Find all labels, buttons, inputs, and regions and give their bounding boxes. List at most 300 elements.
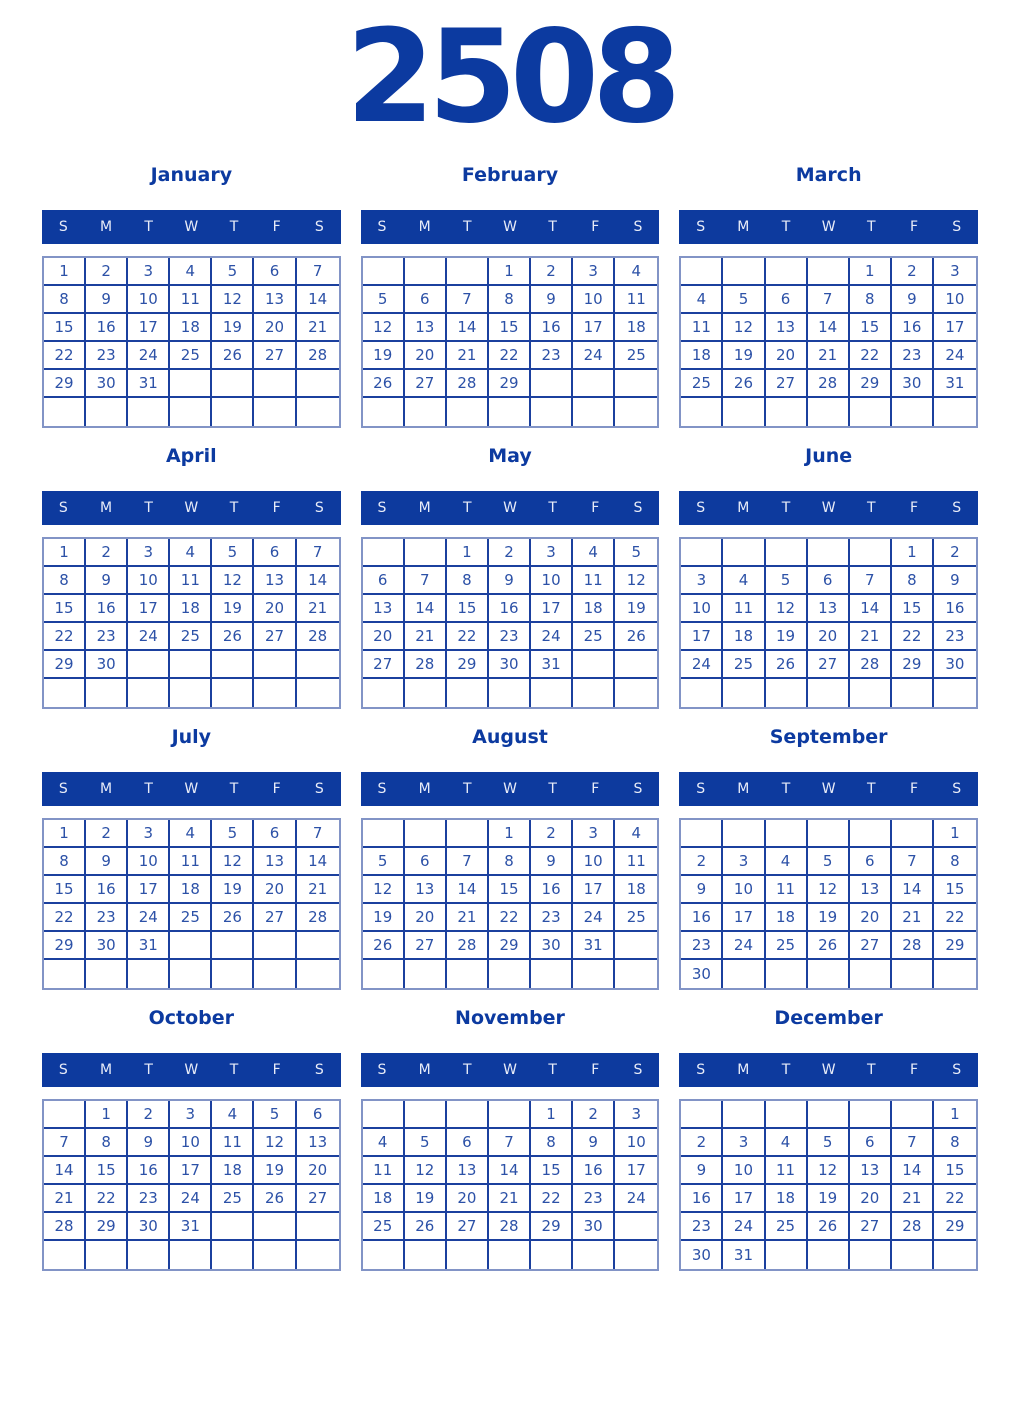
day-cell: 11	[615, 286, 657, 314]
day-cell-empty	[615, 370, 657, 398]
day-cell: 13	[447, 1157, 489, 1185]
day-cell: 4	[170, 258, 212, 286]
day-cell-empty	[297, 679, 339, 707]
day-cell: 26	[212, 904, 254, 932]
day-cell-empty	[86, 679, 128, 707]
day-cell: 9	[86, 848, 128, 876]
weekday-label: S	[58, 1062, 68, 1078]
day-cell: 3	[934, 258, 976, 286]
day-cell-empty	[128, 1241, 170, 1269]
days-grid	[679, 256, 978, 428]
day-cell: 10	[128, 567, 170, 595]
day-cell-empty	[573, 1241, 615, 1269]
weekday-label: T	[867, 500, 876, 516]
day-cell: 20	[254, 314, 296, 342]
weekday-label: T	[548, 500, 557, 516]
day-cell: 17	[128, 314, 170, 342]
day-cell: 1	[489, 820, 531, 848]
weekday-label: F	[272, 219, 281, 235]
day-cell: 26	[766, 651, 808, 679]
days-grid	[361, 1099, 660, 1271]
weekday-label: W	[821, 1062, 836, 1078]
day-cell-empty	[808, 1101, 850, 1129]
month-october	[42, 1007, 341, 1271]
day-cell: 31	[573, 932, 615, 960]
day-cell: 25	[681, 370, 723, 398]
day-cell: 12	[212, 848, 254, 876]
day-cell: 22	[489, 904, 531, 932]
weekday-label: M	[737, 219, 750, 235]
day-cell: 13	[850, 1157, 892, 1185]
day-cell: 9	[128, 1129, 170, 1157]
day-cell: 24	[681, 651, 723, 679]
weekday-label: S	[58, 500, 68, 516]
day-cell: 17	[615, 1157, 657, 1185]
day-cell-empty	[573, 679, 615, 707]
day-cell: 4	[615, 820, 657, 848]
day-cell: 24	[128, 904, 170, 932]
day-cell: 19	[254, 1157, 296, 1185]
weekday-label: T	[463, 219, 472, 235]
day-cell: 16	[489, 595, 531, 623]
day-cell: 21	[808, 342, 850, 370]
day-cell: 7	[405, 567, 447, 595]
day-cell: 12	[212, 286, 254, 314]
day-cell: 14	[297, 567, 339, 595]
day-cell: 2	[892, 258, 934, 286]
day-cell: 27	[363, 651, 405, 679]
day-cell: 12	[363, 314, 405, 342]
day-cell-empty	[808, 1241, 850, 1269]
day-cell: 14	[447, 314, 489, 342]
day-cell: 20	[850, 1185, 892, 1213]
day-cell: 12	[212, 567, 254, 595]
month-february	[361, 164, 660, 428]
day-cell: 24	[934, 342, 976, 370]
days-grid	[679, 1099, 978, 1271]
day-cell-empty	[531, 370, 573, 398]
day-cell-empty	[297, 932, 339, 960]
day-cell-empty	[297, 960, 339, 988]
month-title: April	[165, 445, 217, 467]
month-august	[361, 726, 660, 990]
day-cell: 7	[447, 286, 489, 314]
weekday-label: S	[952, 219, 962, 235]
day-cell-empty	[766, 539, 808, 567]
day-cell: 10	[531, 567, 573, 595]
day-cell: 25	[363, 1213, 405, 1241]
day-cell: 6	[447, 1129, 489, 1157]
day-cell: 30	[86, 932, 128, 960]
day-cell-empty	[170, 370, 212, 398]
day-cell-empty	[850, 960, 892, 988]
day-cell-empty	[681, 398, 723, 426]
day-cell: 29	[892, 651, 934, 679]
day-cell-empty	[447, 679, 489, 707]
day-cell-empty	[531, 679, 573, 707]
day-cell: 1	[892, 539, 934, 567]
day-cell: 23	[86, 623, 128, 651]
day-cell: 11	[723, 595, 765, 623]
day-cell: 21	[850, 623, 892, 651]
weekday-label: S	[633, 1062, 643, 1078]
day-cell: 27	[447, 1213, 489, 1241]
day-cell-empty	[681, 539, 723, 567]
day-cell: 15	[44, 595, 86, 623]
weekday-label: S	[377, 219, 387, 235]
day-cell: 25	[170, 904, 212, 932]
month-june	[679, 445, 978, 709]
weekday-label: T	[229, 1062, 239, 1078]
day-cell: 1	[934, 1101, 976, 1129]
day-cell: 27	[405, 932, 447, 960]
weekday-label: M	[99, 500, 113, 516]
day-cell-empty	[44, 1241, 86, 1269]
day-cell: 5	[212, 539, 254, 567]
weekday-label: T	[781, 219, 791, 235]
day-cell: 18	[170, 314, 212, 342]
days-grid	[42, 256, 341, 428]
day-cell: 30	[531, 932, 573, 960]
day-cell: 28	[489, 1213, 531, 1241]
day-cell: 9	[573, 1129, 615, 1157]
day-cell: 31	[531, 651, 573, 679]
day-cell: 12	[405, 1157, 447, 1185]
weekday-label: F	[591, 500, 600, 516]
day-cell: 25	[766, 1213, 808, 1241]
day-cell-empty	[808, 539, 850, 567]
day-cell: 15	[44, 314, 86, 342]
day-cell: 2	[86, 539, 128, 567]
day-cell: 20	[363, 623, 405, 651]
day-cell: 23	[892, 342, 934, 370]
day-cell-empty	[44, 960, 86, 988]
day-cell: 7	[297, 539, 339, 567]
day-cell: 21	[447, 342, 489, 370]
day-cell-empty	[86, 1241, 128, 1269]
weekday-label: M	[418, 219, 431, 235]
day-cell: 26	[808, 1213, 850, 1241]
day-cell: 13	[808, 595, 850, 623]
day-cell: 16	[86, 314, 128, 342]
weekday-label: S	[314, 500, 324, 516]
day-cell: 19	[212, 314, 254, 342]
day-cell-empty	[808, 960, 850, 988]
weekday-label: T	[144, 219, 153, 235]
day-cell: 8	[934, 848, 976, 876]
day-cell: 31	[128, 932, 170, 960]
weekday-label: S	[952, 1062, 962, 1078]
day-cell: 10	[573, 848, 615, 876]
day-cell: 21	[447, 904, 489, 932]
day-cell-empty	[297, 370, 339, 398]
day-cell: 5	[615, 539, 657, 567]
day-cell: 29	[489, 932, 531, 960]
weekday-label: W	[821, 500, 836, 516]
day-cell: 26	[405, 1213, 447, 1241]
day-cell: 15	[489, 876, 531, 904]
day-cell-empty	[723, 539, 765, 567]
day-cell-empty	[808, 258, 850, 286]
weekday-label: T	[781, 781, 791, 797]
day-cell-empty	[489, 1241, 531, 1269]
day-cell: 23	[681, 932, 723, 960]
weekday-label: T	[463, 1062, 472, 1078]
day-cell: 6	[850, 848, 892, 876]
day-cell: 18	[681, 342, 723, 370]
day-cell: 16	[573, 1157, 615, 1185]
day-cell-empty	[405, 1241, 447, 1269]
day-cell: 30	[128, 1213, 170, 1241]
day-cell: 9	[681, 876, 723, 904]
days-grid	[42, 537, 341, 709]
day-cell: 9	[86, 286, 128, 314]
weekday-label: S	[314, 219, 324, 235]
day-cell: 17	[681, 623, 723, 651]
weekday-label: T	[144, 781, 153, 797]
day-cell: 5	[254, 1101, 296, 1129]
day-cell: 8	[531, 1129, 573, 1157]
days-grid	[361, 256, 660, 428]
day-cell: 28	[850, 651, 892, 679]
day-cell: 19	[766, 623, 808, 651]
day-cell: 24	[573, 904, 615, 932]
day-cell: 19	[212, 876, 254, 904]
day-cell: 2	[128, 1101, 170, 1129]
day-cell-empty	[615, 960, 657, 988]
day-cell: 4	[766, 1129, 808, 1157]
day-cell: 29	[447, 651, 489, 679]
day-cell: 22	[892, 623, 934, 651]
day-cell: 7	[850, 567, 892, 595]
month-september	[679, 726, 978, 990]
weekday-header-row	[679, 1053, 978, 1087]
day-cell: 1	[447, 539, 489, 567]
weekday-label: T	[781, 500, 791, 516]
day-cell: 18	[615, 876, 657, 904]
day-cell: 18	[170, 595, 212, 623]
day-cell: 17	[128, 876, 170, 904]
day-cell-empty	[254, 679, 296, 707]
weekday-label: W	[184, 1062, 199, 1078]
day-cell: 16	[531, 314, 573, 342]
day-cell: 7	[808, 286, 850, 314]
year-title: 2508	[345, 3, 675, 152]
day-cell-empty	[212, 960, 254, 988]
day-cell-empty	[254, 651, 296, 679]
weekday-label: M	[99, 219, 113, 235]
day-cell: 27	[850, 932, 892, 960]
month-title: December	[774, 1007, 883, 1029]
day-cell: 3	[128, 539, 170, 567]
day-cell: 3	[128, 258, 170, 286]
day-cell: 13	[363, 595, 405, 623]
day-cell: 11	[170, 567, 212, 595]
day-cell: 21	[489, 1185, 531, 1213]
day-cell: 2	[934, 539, 976, 567]
day-cell: 12	[808, 1157, 850, 1185]
day-cell: 23	[573, 1185, 615, 1213]
weekday-label: S	[377, 1062, 387, 1078]
day-cell-empty	[297, 1241, 339, 1269]
day-cell: 10	[128, 848, 170, 876]
day-cell: 21	[892, 1185, 934, 1213]
day-cell: 13	[297, 1129, 339, 1157]
day-cell: 25	[573, 623, 615, 651]
weekday-label: F	[591, 219, 600, 235]
day-cell-empty	[405, 679, 447, 707]
day-cell: 14	[850, 595, 892, 623]
weekday-label: W	[503, 1062, 517, 1078]
day-cell-empty	[44, 1101, 86, 1129]
day-cell: 8	[489, 848, 531, 876]
day-cell: 22	[531, 1185, 573, 1213]
day-cell-empty	[128, 398, 170, 426]
month-title: August	[472, 726, 548, 748]
days-grid	[361, 818, 660, 990]
day-cell: 13	[254, 286, 296, 314]
day-cell: 15	[489, 314, 531, 342]
day-cell: 20	[405, 904, 447, 932]
day-cell-empty	[405, 960, 447, 988]
day-cell: 29	[44, 370, 86, 398]
day-cell: 3	[170, 1101, 212, 1129]
day-cell: 11	[170, 848, 212, 876]
day-cell: 14	[892, 876, 934, 904]
weekday-label: F	[909, 1062, 918, 1078]
day-cell-empty	[766, 1101, 808, 1129]
day-cell-empty	[723, 398, 765, 426]
day-cell: 7	[297, 820, 339, 848]
day-cell-empty	[850, 398, 892, 426]
day-cell-empty	[405, 258, 447, 286]
day-cell-empty	[766, 820, 808, 848]
day-cell: 17	[573, 314, 615, 342]
day-cell-empty	[892, 960, 934, 988]
day-cell: 27	[254, 623, 296, 651]
day-cell-empty	[681, 679, 723, 707]
day-cell: 10	[723, 1157, 765, 1185]
day-cell: 22	[447, 623, 489, 651]
month-march	[679, 164, 978, 428]
day-cell-empty	[766, 1241, 808, 1269]
day-cell-empty	[681, 820, 723, 848]
day-cell: 16	[86, 595, 128, 623]
weekday-label: F	[591, 1062, 600, 1078]
day-cell-empty	[766, 679, 808, 707]
day-cell: 24	[615, 1185, 657, 1213]
weekday-label: S	[952, 500, 962, 516]
day-cell: 14	[297, 286, 339, 314]
day-cell: 6	[363, 567, 405, 595]
day-cell-empty	[170, 679, 212, 707]
weekday-label: T	[867, 219, 876, 235]
day-cell-empty	[531, 398, 573, 426]
day-cell-empty	[170, 398, 212, 426]
day-cell: 17	[128, 595, 170, 623]
day-cell: 20	[254, 595, 296, 623]
day-cell: 12	[723, 314, 765, 342]
day-cell: 15	[934, 1157, 976, 1185]
day-cell: 2	[531, 820, 573, 848]
day-cell-empty	[892, 1101, 934, 1129]
day-cell-empty	[363, 258, 405, 286]
day-cell: 17	[723, 1185, 765, 1213]
day-cell: 31	[723, 1241, 765, 1269]
day-cell-empty	[447, 1101, 489, 1129]
month-title: March	[795, 164, 862, 186]
day-cell: 26	[808, 932, 850, 960]
weekday-label: F	[909, 219, 918, 235]
day-cell-empty	[447, 258, 489, 286]
day-cell-empty	[128, 960, 170, 988]
month-title: November	[455, 1007, 565, 1029]
day-cell: 12	[766, 595, 808, 623]
day-cell: 24	[128, 342, 170, 370]
day-cell: 28	[44, 1213, 86, 1241]
day-cell: 2	[86, 258, 128, 286]
weekday-label: M	[737, 500, 750, 516]
day-cell-empty	[44, 679, 86, 707]
day-cell-empty	[489, 960, 531, 988]
weekday-label: M	[99, 1062, 113, 1078]
day-cell: 30	[86, 651, 128, 679]
day-cell: 28	[297, 904, 339, 932]
day-cell: 25	[170, 623, 212, 651]
day-cell: 15	[934, 876, 976, 904]
weekday-label: T	[548, 219, 557, 235]
weekday-label: T	[781, 1062, 791, 1078]
day-cell-empty	[86, 398, 128, 426]
day-cell: 16	[934, 595, 976, 623]
day-cell: 30	[573, 1213, 615, 1241]
weekday-label: S	[696, 500, 706, 516]
day-cell: 6	[297, 1101, 339, 1129]
day-cell: 1	[489, 258, 531, 286]
day-cell-empty	[86, 960, 128, 988]
day-cell-empty	[489, 679, 531, 707]
day-cell: 16	[128, 1157, 170, 1185]
day-cell-empty	[170, 651, 212, 679]
day-cell-empty	[615, 651, 657, 679]
day-cell: 29	[86, 1213, 128, 1241]
day-cell: 10	[934, 286, 976, 314]
day-cell: 15	[531, 1157, 573, 1185]
day-cell: 7	[447, 848, 489, 876]
day-cell: 2	[489, 539, 531, 567]
day-cell-empty	[254, 398, 296, 426]
day-cell: 21	[44, 1185, 86, 1213]
day-cell: 4	[681, 286, 723, 314]
day-cell-empty	[489, 398, 531, 426]
day-cell-empty	[128, 651, 170, 679]
day-cell: 5	[766, 567, 808, 595]
day-cell: 12	[808, 876, 850, 904]
day-cell-empty	[934, 398, 976, 426]
weekday-label: W	[503, 500, 517, 516]
day-cell: 20	[405, 342, 447, 370]
day-cell: 17	[531, 595, 573, 623]
month-title: July	[171, 726, 212, 748]
weekday-label: S	[58, 219, 68, 235]
weekday-label: W	[503, 781, 517, 797]
day-cell: 1	[44, 539, 86, 567]
day-cell: 4	[363, 1129, 405, 1157]
day-cell: 4	[723, 567, 765, 595]
day-cell: 3	[531, 539, 573, 567]
day-cell: 26	[363, 932, 405, 960]
day-cell: 9	[531, 286, 573, 314]
